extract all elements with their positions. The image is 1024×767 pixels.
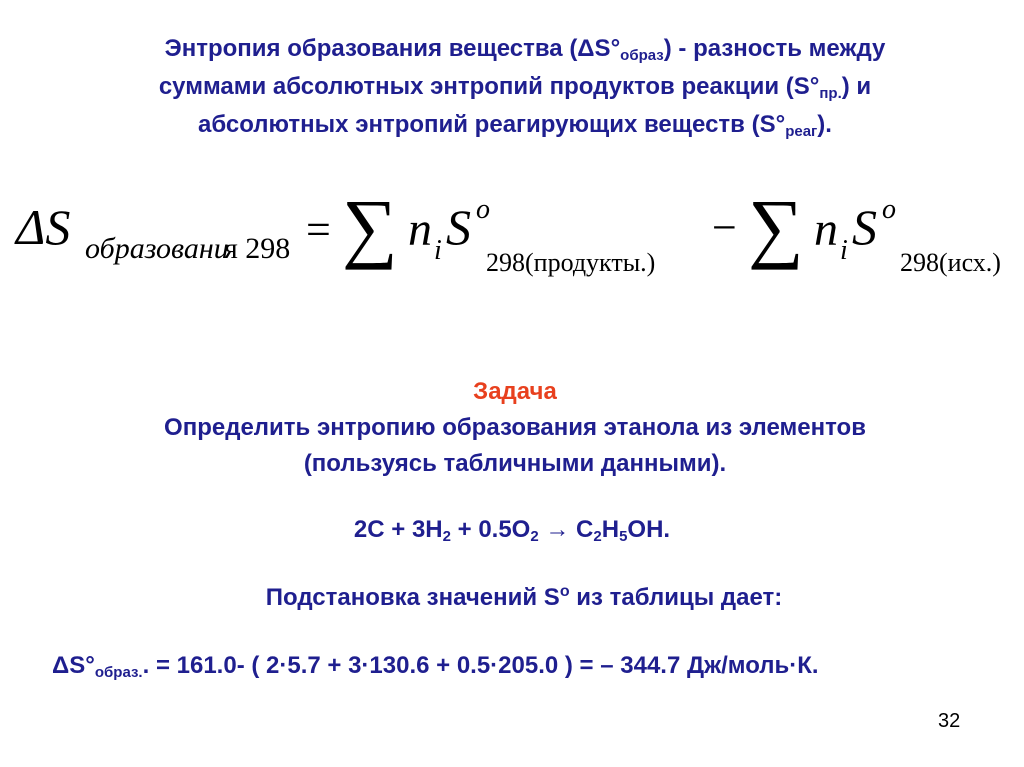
arrow-icon: →: [538, 516, 577, 543]
task-block: [40, 374, 990, 482]
formula-sub-products: 298(продукты.): [486, 248, 656, 277]
entropy-formula: [0, 180, 1024, 290]
calculation-result: $\Delta S^\circ_{образ.}$. = 161.0- ( 2·5.7 + 3·130.6 + 0.5·205.0 ) = – 344.7 Дж/моль·К.: [52, 652, 819, 681]
formula-s-2: S: [852, 199, 877, 255]
formula-n-2: n: [814, 203, 838, 256]
formula-o-2: o: [882, 194, 896, 225]
formula-s-1: S: [446, 199, 471, 255]
formula-subscript-num: я 298: [224, 232, 291, 265]
task-title: Задача: [473, 378, 557, 405]
formula-equals: =: [306, 205, 331, 254]
definition-line-1: Энтропия образования вещества $(\Delta S^\circ_{образ})$ - разность между: [164, 35, 886, 64]
formula-i-1: i: [434, 235, 442, 266]
formula-i-2: i: [840, 235, 848, 266]
formula-sum-2: ∑: [748, 183, 804, 270]
formula-subscript-word: образовани: [85, 232, 229, 265]
formula-minus: −: [712, 203, 737, 252]
page-number: 32: [938, 710, 961, 732]
definition-line-3: абсолютных энтропий реагирующих веществ $(S^\circ_{реаг})$.: [198, 111, 832, 140]
substitution-text: Подстановка значений $S^o$ из таблицы дает:: [265, 583, 783, 611]
formula-o-1: o: [476, 194, 490, 225]
formula-sum-1: ∑: [342, 183, 398, 270]
task-text-line-2: (пользуясь табличными данными).: [303, 450, 727, 477]
definition-text: [60, 30, 970, 144]
formula-n-1: n: [408, 203, 432, 256]
task-text-line-1: Определить энтропию образования этанола из элементов: [164, 414, 866, 441]
definition-line-2: суммами абсолютных энтропий продуктов реакции $(S^\circ_{пр.})$ и: [158, 73, 872, 102]
formula-sub-initial: 298(исх.): [900, 248, 1001, 277]
reaction-equation: $2C + 3H_2 + 0.5O_2 \to C_2H_5OH$.: [353, 516, 671, 545]
formula-delta-s: ΔS: [16, 199, 71, 255]
